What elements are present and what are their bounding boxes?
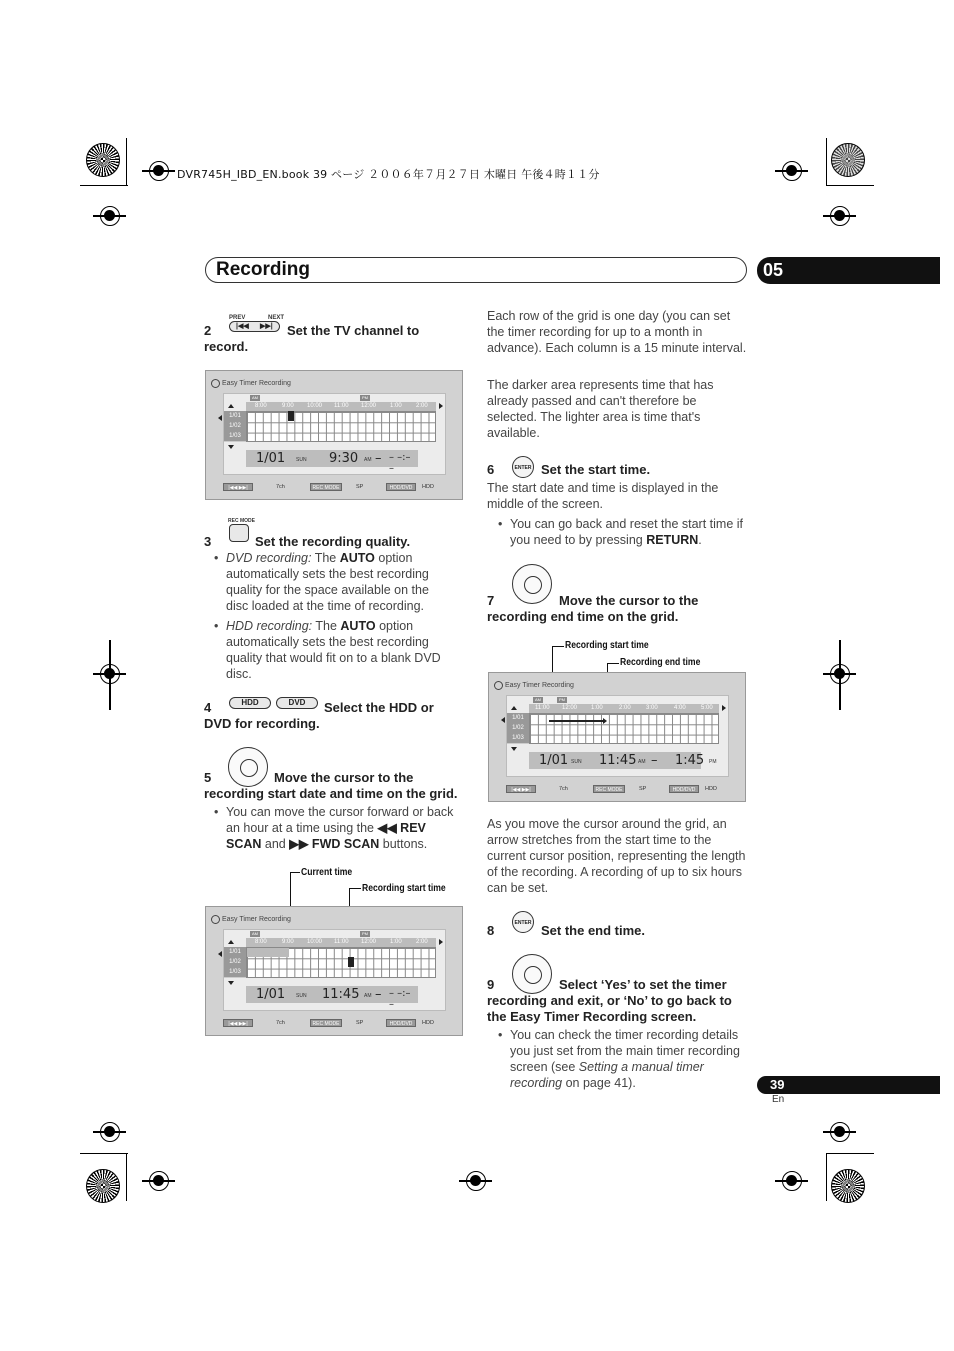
grid-up-arrow-icon [511, 706, 517, 710]
row-date: 1/03 [507, 733, 529, 744]
footer-media: HDD [422, 484, 434, 490]
registration-mark [830, 206, 850, 226]
time-label: 4:00 [674, 705, 686, 711]
rec-mode-button-icon [229, 524, 249, 542]
screen-title: Easy Timer Recording [222, 380, 291, 387]
registration-line [109, 640, 111, 710]
grid-cells [529, 713, 719, 744]
grid-right-arrow-icon [722, 705, 726, 711]
readout-start-ampm: AM [638, 759, 646, 765]
step-8-number: 8 [487, 923, 495, 938]
timer-panel [506, 695, 729, 777]
footer-hdd-dvd: HDD/DVD [386, 1019, 416, 1027]
step-2-text [204, 323, 444, 355]
crop-line [826, 138, 827, 186]
readout-dash: – [375, 987, 382, 1002]
grid-left-arrow-icon [218, 415, 222, 421]
footer-media: HDD [422, 1020, 434, 1026]
footer-channel: 7ch [559, 786, 568, 792]
row-date: 1/01 [224, 411, 246, 422]
row-date: 1/02 [224, 421, 246, 432]
readout-start: 11:45 [599, 753, 637, 768]
readout-end: – –:– – [389, 988, 411, 1010]
grid-down-arrow-icon [228, 981, 234, 985]
readout-dow: SUN [296, 993, 307, 999]
row-date: 1/01 [507, 713, 529, 724]
paragraph-darker-area: The darker area represents time that has already passed and can't therefore be selected. The lighter area is time that's available. [487, 378, 714, 440]
footer-channel: 7ch [276, 484, 285, 490]
am-tag: AM [252, 395, 258, 400]
footer-prev-next-icon: |◀◀ ▶▶| [223, 483, 253, 491]
step-3-bullet-1: • DVD recording: The AUTO option automatically sets the best recording quality for the space available on the disc loaded at the time of recording. [214, 551, 429, 613]
crop-line [826, 185, 874, 186]
step-8-text: Set the end time. [541, 923, 646, 938]
registration-mark [100, 206, 120, 226]
readout-end: – –:– – [389, 452, 411, 474]
step-5-bullet-1: • You can move the cursor forward or back an hour at a time using the ◀◀ REV SCAN and ▶▶ FWD SCAN buttons. [214, 805, 454, 851]
cursor-marker-icon [288, 411, 294, 421]
readout-dash: – [651, 753, 658, 768]
screen-title: Easy Timer Recording [505, 682, 574, 689]
step-2-number: 2 [204, 323, 212, 338]
step-2-label: Set the TV channel to record. [204, 323, 420, 354]
grid-down-arrow-icon [228, 445, 234, 449]
footer-rec-mode: REC MODE [310, 1019, 342, 1027]
readout-date: 1/01 [256, 987, 286, 1002]
footer-hdd-dvd: HDD/DVD [669, 785, 699, 793]
clock-icon [494, 681, 503, 690]
step-9-number: 9 [487, 977, 495, 992]
callout-line [349, 888, 361, 889]
callout-line [607, 663, 619, 664]
readout-dow: SUN [296, 457, 307, 463]
time-readout [246, 986, 418, 1010]
registration-mark [466, 1171, 486, 1191]
registration-starburst-br [831, 1169, 865, 1203]
step-6-number: 6 [487, 462, 495, 477]
bullet-lead: DVD recording: [226, 551, 312, 565]
readout-start-ampm: AM [364, 457, 372, 463]
footer-quality: SP [639, 786, 647, 792]
dvd-button-icon: DVD [276, 697, 318, 709]
footer-rec-mode: REC MODE [310, 483, 342, 491]
recording-span-arrow-head-icon [603, 718, 607, 724]
step-6-text: Set the start time. [541, 462, 651, 477]
crop-line [80, 1153, 128, 1154]
prev-label: PREV [229, 315, 246, 321]
time-label: 9:00 [282, 403, 294, 409]
registration-starburst-bl [86, 1169, 120, 1203]
footer-channel: 7ch [276, 1020, 285, 1026]
hdd-button-icon: HDD [229, 697, 271, 709]
step-6-bullet-1: • You can go back and reset the start time if you need to by pressing RETURN. [498, 517, 744, 547]
step-7-number: 7 [487, 593, 495, 608]
next-label: NEXT [268, 315, 285, 321]
registration-mark [149, 161, 169, 181]
registration-mark [782, 1171, 802, 1191]
easy-timer-screen-1 [205, 370, 463, 500]
time-label: 2:00 [619, 705, 631, 711]
step-5-text: Move the cursor to the recording start date and time on the grid. [204, 770, 458, 801]
recording-span-arrow [549, 720, 604, 722]
readout-date: 1/01 [256, 451, 286, 466]
enter-button-icon: ENTER [512, 456, 534, 478]
chapter-number: 05 [757, 257, 940, 284]
easy-timer-screen-2 [205, 906, 463, 1036]
easy-timer-screen-3 [488, 672, 746, 802]
time-readout [246, 450, 418, 474]
crop-line [80, 185, 128, 186]
step-9-bullet-1: • You can check the timer recording details you just set from the main timer recording screen (see Setting a manual timer recording on page 41). [498, 1028, 740, 1090]
pm-tag: PM [362, 395, 368, 400]
step-4-text: Select the HDD or DVD for recording. [204, 700, 434, 731]
row-date: 1/03 [224, 967, 246, 978]
time-label: 12:00 [361, 939, 377, 945]
pm-tag: PM [362, 931, 368, 936]
step-6-body: The start date and time is displayed in the middle of the screen. [487, 481, 719, 511]
screen-title: Easy Timer Recording [222, 916, 291, 923]
registration-starburst-tl [86, 143, 120, 177]
timer-panel [223, 393, 446, 475]
paragraph-grid-rows: Each row of the grid is one day (you can set the timer recording for up to a month in advance). Each column is a 15 minute interval. [487, 309, 747, 355]
step-4-number: 4 [204, 700, 212, 715]
step-5-number: 5 [204, 770, 212, 785]
chapter-title: Recording [216, 259, 310, 280]
pm-tag: PM [559, 697, 565, 702]
grid-up-arrow-icon [228, 940, 234, 944]
crop-line [826, 1153, 827, 1201]
cursor-marker-icon [348, 957, 354, 967]
time-header [246, 938, 436, 947]
step-7-text: Move the cursor to the recording end time on the grid. [487, 593, 699, 624]
prev-icon: |◀◀ [236, 323, 249, 330]
step-9-text: Select ‘Yes’ to set the timer recording and exit, or ‘No’ to go back to the Easy Timer Recording screen. [487, 977, 732, 1024]
readout-dash: – [375, 451, 382, 466]
footer-rec-mode: REC MODE [593, 785, 625, 793]
file-header: DVR745H_IBD_EN.book 39 ページ ２００６年７月２７日 木曜日 午後４時１１分 [177, 168, 600, 181]
registration-mark [830, 1122, 850, 1142]
time-label: 10:00 [307, 939, 323, 945]
callout-current-time: Current time [301, 866, 353, 878]
timer-panel [223, 929, 446, 1011]
time-label: 8:00 [255, 403, 267, 409]
bullet-lead: HDD recording: [226, 619, 313, 633]
registration-mark [100, 1122, 120, 1142]
grid-right-arrow-icon [439, 939, 443, 945]
passed-time-area [247, 948, 289, 957]
crop-line [126, 1153, 127, 1201]
page-language: En [772, 1094, 785, 1105]
screen-footer [489, 785, 745, 795]
time-label: 11:00 [334, 939, 349, 945]
am-tag: AM [252, 931, 258, 936]
readout-end-ampm: PM [709, 759, 717, 765]
callout-recording-end-time: Recording end time [620, 656, 701, 668]
time-label: 12:00 [361, 403, 377, 409]
time-label: 9:00 [282, 939, 294, 945]
timer-grid [229, 931, 436, 978]
footer-hdd-dvd: HDD/DVD [386, 483, 416, 491]
readout-date: 1/01 [539, 753, 569, 768]
crop-line [126, 138, 127, 186]
footer-prev-next-icon: |◀◀ ▶▶| [223, 1019, 253, 1027]
row-date: 1/02 [224, 957, 246, 968]
callout-recording-start-time: Recording start time [565, 639, 649, 651]
callout-recording-start-time: Recording start time [362, 882, 446, 894]
clock-icon [211, 915, 220, 924]
grid-right-arrow-icon [439, 403, 443, 409]
enter-button-icon: ENTER [512, 911, 534, 933]
screen-footer [206, 483, 462, 493]
time-label: 11:00 [535, 705, 550, 711]
paragraph-arrow-stretches: As you move the cursor around the grid, an arrow stretches from the start time to the current cursor position, representing the length of the recording. A recording of up to six hours can be set. [487, 817, 746, 895]
time-header [529, 704, 719, 713]
time-label: 11:00 [334, 403, 349, 409]
footer-media: HDD [705, 786, 717, 792]
time-label: 1:00 [591, 705, 603, 711]
readout-dow: SUN [571, 759, 582, 765]
registration-line [839, 640, 841, 710]
clock-icon [211, 379, 220, 388]
callout-line [290, 872, 300, 873]
registration-mark [149, 1171, 169, 1191]
callout-line [552, 646, 564, 647]
step-3-number: 3 [204, 534, 212, 549]
time-label: 3:00 [646, 705, 658, 711]
step-3-text: Set the recording quality. [255, 534, 411, 549]
row-date: 1/02 [507, 723, 529, 734]
time-readout [529, 752, 717, 769]
time-header [246, 402, 436, 411]
footer-prev-next-icon: |◀◀ ▶▶| [506, 785, 536, 793]
row-date: 1/01 [224, 947, 246, 958]
row-date: 1/03 [224, 431, 246, 442]
time-label: 5:00 [701, 705, 713, 711]
grid-left-arrow-icon [218, 951, 222, 957]
time-label: 1:00 [390, 403, 402, 409]
registration-mark [782, 161, 802, 181]
readout-start-ampm: AM [364, 993, 372, 999]
timer-grid [512, 697, 719, 744]
time-label: 2:00 [416, 939, 428, 945]
step-3-bullet-2: • HDD recording: The AUTO option automatically sets the best recording quality that would fit on to a blank DVD disc. [214, 619, 441, 681]
next-icon: ▶▶| [260, 323, 273, 330]
screen-footer [206, 1019, 462, 1029]
time-label: 12:00 [562, 705, 578, 711]
page-number: 39 [757, 1076, 940, 1094]
readout-end: 1:45 [675, 753, 705, 768]
time-label: 8:00 [255, 939, 267, 945]
grid-left-arrow-icon [501, 717, 505, 723]
footer-quality: SP [356, 484, 364, 490]
grid-up-arrow-icon [228, 404, 234, 408]
crop-line [826, 1153, 874, 1154]
grid-down-arrow-icon [511, 747, 517, 751]
registration-starburst-tr [831, 143, 865, 177]
time-label: 1:00 [390, 939, 402, 945]
time-label: 10:00 [307, 403, 323, 409]
am-tag: AM [535, 697, 541, 702]
time-label: 2:00 [416, 403, 428, 409]
readout-start: 9:30 [329, 451, 359, 466]
readout-start: 11:45 [322, 987, 360, 1002]
rec-mode-label: REC MODE [228, 518, 255, 524]
timer-grid [229, 395, 436, 442]
footer-quality: SP [356, 1020, 364, 1026]
grid-cells [246, 411, 436, 442]
